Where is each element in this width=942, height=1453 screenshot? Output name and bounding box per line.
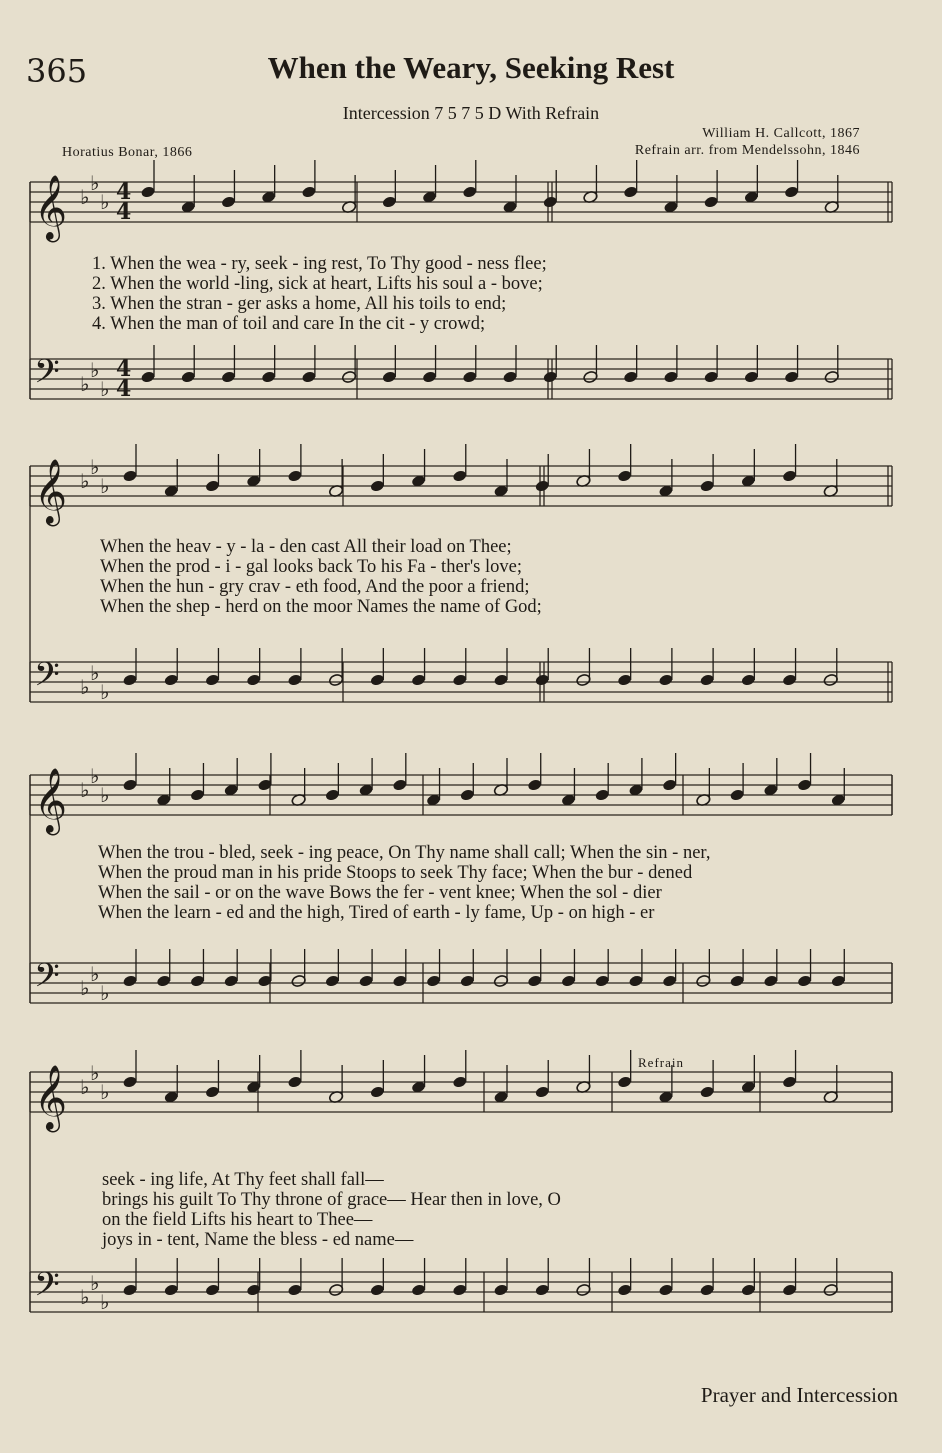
flat-sign: ♭ bbox=[90, 171, 100, 195]
verse-line: When the learn - ed and the high, Tired of earth - ly fame, Up - on high - er bbox=[98, 903, 655, 923]
refrain-label: Refrain bbox=[638, 1055, 684, 1070]
arranger-credit: Refrain arr. from Mendelssohn, 1846 bbox=[634, 143, 860, 158]
flat-sign: ♭ bbox=[100, 783, 110, 807]
verse-line: When the shep - herd on the moor Names the name of God; bbox=[100, 597, 542, 617]
section-footer: Prayer and Intercession bbox=[700, 1383, 898, 1407]
flat-sign: ♭ bbox=[90, 1061, 100, 1085]
verse-line: seek - ing life, At Thy feet shall fall— bbox=[102, 1170, 384, 1190]
flat-sign: ♭ bbox=[100, 1080, 110, 1104]
verse-line: When the prod - i - gal looks back To his Fa - ther's love; bbox=[100, 557, 522, 577]
verse-line: on the field Lifts his heart to Thee— bbox=[102, 1210, 373, 1230]
time-signature: 4 bbox=[116, 199, 132, 225]
verse-line: 3. When the stran - ger asks a home, All his toils to end; bbox=[92, 294, 507, 314]
clef-icon: 𝄞 bbox=[34, 175, 68, 240]
verse-line: brings his guilt To Thy throne of grace— Hear then in love, O bbox=[102, 1190, 561, 1210]
time-signature: 4 bbox=[116, 179, 132, 205]
flat-sign: ♭ bbox=[90, 962, 100, 986]
flat-sign: ♭ bbox=[100, 377, 110, 401]
clef-icon: 𝄢 bbox=[34, 656, 60, 702]
flat-sign: ♭ bbox=[100, 680, 110, 704]
clef-icon: 𝄞 bbox=[34, 459, 68, 524]
flat-sign: ♭ bbox=[90, 764, 100, 788]
clef-icon: 𝄞 bbox=[34, 1065, 68, 1130]
flat-sign: ♭ bbox=[80, 372, 90, 396]
hymn-title: When the Weary, Seeking Rest bbox=[267, 50, 675, 85]
tune-meter-line: Intercession 7 5 7 5 D With Refrain bbox=[342, 103, 600, 123]
flat-sign: ♭ bbox=[100, 981, 110, 1005]
flat-sign: ♭ bbox=[90, 661, 100, 685]
flat-sign: ♭ bbox=[80, 469, 90, 493]
author-credit: Horatius Bonar, 1866 bbox=[62, 145, 193, 160]
flat-sign: ♭ bbox=[80, 1285, 90, 1309]
clef-icon: 𝄢 bbox=[34, 353, 60, 399]
hymn-number: 365 bbox=[26, 52, 88, 90]
flat-sign: ♭ bbox=[80, 1075, 90, 1099]
composer-credit: William H. Callcott, 1867 bbox=[702, 126, 860, 141]
flat-sign: ♭ bbox=[100, 474, 110, 498]
verse-line: 1. When the wea - ry, seek - ing rest, To Thy good - ness flee; bbox=[92, 254, 547, 274]
flat-sign: ♭ bbox=[80, 976, 90, 1000]
verse-line: When the hun - gry crav - eth food, And the poor a friend; bbox=[100, 577, 530, 597]
clef-icon: 𝄢 bbox=[34, 957, 60, 1003]
flat-sign: ♭ bbox=[90, 1271, 100, 1295]
time-signature: 4 bbox=[116, 376, 132, 402]
verse-line: When the heav - y - la - den cast All their load on Thee; bbox=[100, 537, 512, 557]
clef-icon: 𝄢 bbox=[34, 1266, 60, 1312]
flat-sign: ♭ bbox=[100, 1290, 110, 1314]
verse-line: 2. When the world -ling, sick at heart, Lifts his soul a - bove; bbox=[92, 274, 543, 294]
flat-sign: ♭ bbox=[90, 455, 100, 479]
time-signature: 4 bbox=[116, 356, 132, 382]
flat-sign: ♭ bbox=[100, 190, 110, 214]
flat-sign: ♭ bbox=[80, 778, 90, 802]
flat-sign: ♭ bbox=[80, 675, 90, 699]
flat-sign: ♭ bbox=[80, 185, 90, 209]
clef-icon: 𝄞 bbox=[34, 768, 68, 833]
verse-line: joys in - tent, Name the bless - ed name— bbox=[102, 1230, 414, 1250]
verse-line: 4. When the man of toil and care In the cit - y crowd; bbox=[92, 314, 486, 334]
verse-line: When the trou - bled, seek - ing peace, On Thy name shall call; When the sin - ner, bbox=[98, 843, 711, 863]
verse-line: When the sail - or on the wave Bows the fer - vent knee; When the sol - dier bbox=[98, 883, 662, 903]
verse-line: When the proud man in his pride Stoops to seek Thy face; When the bur - dened bbox=[98, 863, 693, 883]
flat-sign: ♭ bbox=[90, 358, 100, 382]
